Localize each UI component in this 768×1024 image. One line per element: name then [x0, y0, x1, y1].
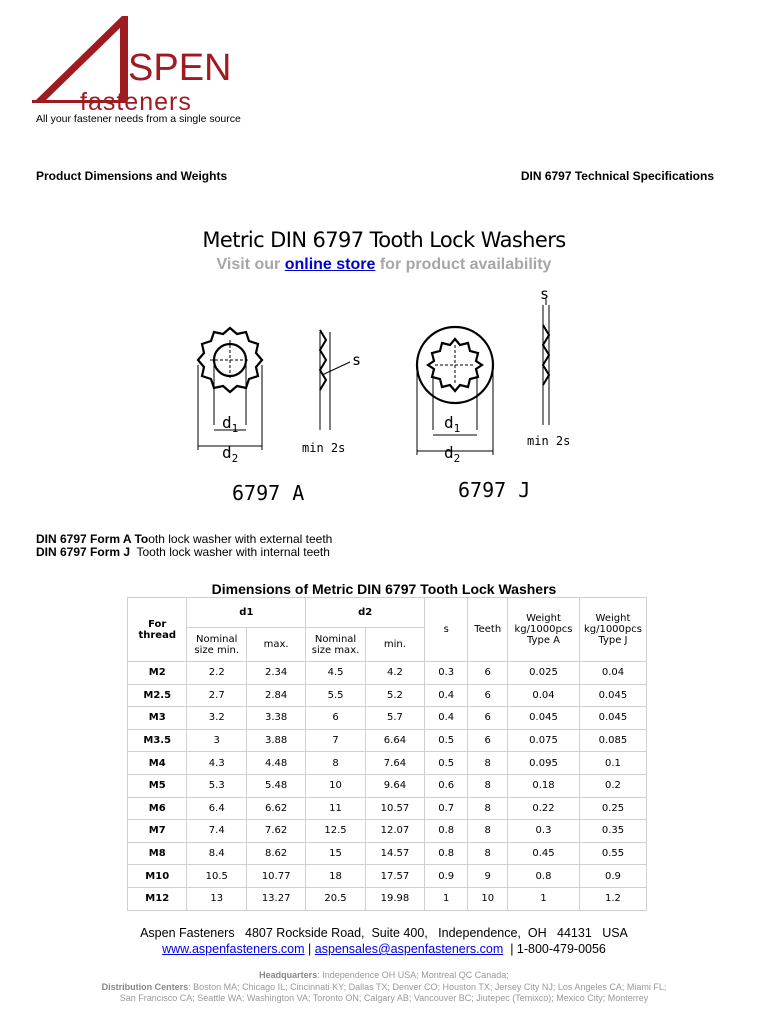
cell: 0.045 — [508, 707, 580, 730]
cell: 8 — [468, 842, 508, 865]
form-a-caption: 6797 A — [232, 481, 305, 505]
cell: M2.5 — [128, 684, 187, 707]
cell: 0.4 — [425, 707, 468, 730]
header-d1-max: max. — [247, 628, 306, 662]
dimensions-table — [127, 597, 647, 911]
header-d2-min: min. — [365, 628, 424, 662]
cell: 8 — [468, 797, 508, 820]
cell: 7 — [306, 729, 366, 752]
cell: 4.3 — [187, 752, 247, 775]
cell: 6 — [468, 662, 508, 685]
cell: M8 — [128, 842, 187, 865]
cell: 19.98 — [365, 887, 424, 910]
cell: 3.2 — [187, 707, 247, 730]
cell: 0.1 — [579, 752, 646, 775]
header-d1: d1 — [187, 598, 306, 628]
form-j-caption: 6797 J — [458, 478, 531, 502]
form-a-d2-label: $d_2$ — [222, 443, 239, 465]
cell: 0.3 — [508, 820, 580, 843]
table-row — [128, 797, 647, 820]
cell: 6.4 — [187, 797, 247, 820]
cell: 8.4 — [187, 842, 247, 865]
cell: 0.8 — [508, 865, 580, 888]
cell: 0.9 — [425, 865, 468, 888]
cell: 1 — [425, 887, 468, 910]
logo-fasteners-text: fasteners — [80, 88, 192, 116]
cell: 0.075 — [508, 729, 580, 752]
table-row — [128, 707, 647, 730]
table-row — [128, 774, 647, 797]
table-row — [128, 684, 647, 707]
header-d1-nominal-min: Nominal size min. — [187, 628, 247, 662]
cell: 0.045 — [579, 707, 646, 730]
cell: 1.2 — [579, 887, 646, 910]
cell: 18 — [306, 865, 366, 888]
cell: 0.045 — [579, 684, 646, 707]
table-body — [128, 662, 647, 911]
cell: 0.18 — [508, 774, 580, 797]
form-j-description — [36, 545, 330, 559]
cell: 5.48 — [247, 774, 306, 797]
cell: 11 — [306, 797, 366, 820]
cell: 0.25 — [579, 797, 646, 820]
table-row — [128, 842, 647, 865]
cell: 0.8 — [425, 842, 468, 865]
cell: M4 — [128, 752, 187, 775]
footer-separator: | — [304, 942, 315, 956]
page-title: Metric DIN 6797 Tooth Lock Washers — [202, 228, 566, 252]
cell: 6 — [306, 707, 366, 730]
cell: 0.8 — [425, 820, 468, 843]
footer-phone: | 1-800-479-0056 — [503, 942, 606, 956]
cell: 0.04 — [508, 684, 580, 707]
form-a-text: oth lock washer with external teeth — [148, 532, 333, 546]
table-row — [128, 662, 647, 685]
cell: M2 — [128, 662, 187, 685]
cell: 0.04 — [579, 662, 646, 685]
cell: 12.5 — [306, 820, 366, 843]
cell: 10 — [468, 887, 508, 910]
cell: 15 — [306, 842, 366, 865]
table-row — [128, 887, 647, 910]
form-a-s-label: s — [352, 351, 362, 369]
cell: 3.38 — [247, 707, 306, 730]
cell: 9 — [468, 865, 508, 888]
header-right: DIN 6797 Technical Specifications — [520, 169, 714, 183]
aspen-logo — [30, 14, 260, 116]
form-j-name: DIN 6797 Form J — [36, 545, 131, 559]
cell: 7.64 — [365, 752, 424, 775]
cell: 17.57 — [365, 865, 424, 888]
form-a-description — [36, 532, 332, 546]
cell: 9.64 — [365, 774, 424, 797]
form-a-min-label: min 2s — [302, 441, 346, 455]
cell: M10 — [128, 865, 187, 888]
cell: 0.3 — [425, 662, 468, 685]
form-j-d2-label: $d_2$ — [444, 443, 461, 465]
cell: 20.5 — [306, 887, 366, 910]
cell: 4.2 — [365, 662, 424, 685]
hq-text: : Independence OH USA; Montreal QC Canada; — [317, 970, 509, 980]
header-s: s — [425, 598, 468, 662]
header-weight-j: Weight kg/1000pcs Type J — [579, 598, 646, 662]
footer-contact — [0, 942, 768, 956]
table-row — [128, 729, 647, 752]
cell: 0.55 — [579, 842, 646, 865]
header-left: Product Dimensions and Weights — [36, 169, 228, 183]
cell: 10 — [306, 774, 366, 797]
visit-prefix: Visit our — [216, 256, 285, 273]
cell: 12.07 — [365, 820, 424, 843]
hq-label: Headquarters — [259, 970, 318, 980]
header-weight-a: Weight kg/1000pcs Type A — [508, 598, 580, 662]
tagline: All your fastener needs from a single source — [36, 113, 241, 125]
form-j-text: Tooth lock washer with internal teeth — [130, 545, 330, 559]
visit-line — [0, 256, 768, 274]
cell: 10.57 — [365, 797, 424, 820]
cell: 0.095 — [508, 752, 580, 775]
cell: 4.5 — [306, 662, 366, 685]
cell: 0.9 — [579, 865, 646, 888]
cell: 0.22 — [508, 797, 580, 820]
cell: 7.4 — [187, 820, 247, 843]
form-j-d1-label: $d_1$ — [444, 413, 461, 435]
website-link[interactable]: www.aspenfasteners.com — [162, 942, 305, 956]
online-store-link[interactable]: online store — [284, 256, 376, 273]
cell: 0.45 — [508, 842, 580, 865]
cell: 10.77 — [247, 865, 306, 888]
cell: 4.48 — [247, 752, 306, 775]
email-link[interactable]: aspensales@aspenfasteners.com — [314, 942, 504, 956]
table-row — [128, 820, 647, 843]
logo-spen-text: SPEN — [128, 47, 232, 89]
cell: M5 — [128, 774, 187, 797]
cell: 1 — [508, 887, 580, 910]
distribution-line — [0, 982, 768, 992]
cell: 0.5 — [425, 752, 468, 775]
cell: M3.5 — [128, 729, 187, 752]
form-j-min-label: min 2s — [527, 434, 571, 448]
cell: 5.3 — [187, 774, 247, 797]
cell: 8 — [468, 774, 508, 797]
form-j-s-label: s — [540, 285, 550, 303]
cell: 13.27 — [247, 887, 306, 910]
cell: 6 — [468, 684, 508, 707]
distribution-line-2: San Francisco CA; Seattle WA; Washington VA; Toronto ON; Calgary AB; Vancouver BC; Jiutepec (Temixco); Mexico City; Monterrey — [119, 993, 649, 1003]
cell: 7.62 — [247, 820, 306, 843]
cell: M3 — [128, 707, 187, 730]
cell: 8 — [306, 752, 366, 775]
cell: 0.085 — [579, 729, 646, 752]
cell: 0.6 — [425, 774, 468, 797]
cell: 6 — [468, 729, 508, 752]
cell: 3 — [187, 729, 247, 752]
dc-text: : Boston MA; Chicago IL; Cincinnati KY; Dallas TX; Denver CO; Houston TX; Jersey City NJ; Los Angeles CA; Miami FL; — [188, 982, 667, 992]
cell: 14.57 — [365, 842, 424, 865]
cell: 3.88 — [247, 729, 306, 752]
cell: M6 — [128, 797, 187, 820]
table-row — [128, 752, 647, 775]
cell: 0.2 — [579, 774, 646, 797]
cell: M12 — [128, 887, 187, 910]
dc-label: Distribution Centers — [101, 982, 189, 992]
cell: 6 — [468, 707, 508, 730]
cell: 2.34 — [247, 662, 306, 685]
cell: 0.35 — [579, 820, 646, 843]
header-d2-nominal-max: Nominal size max. — [306, 628, 366, 662]
headquarters-line — [0, 970, 768, 980]
header-for-thread: For thread — [128, 598, 187, 662]
cell: 6.62 — [247, 797, 306, 820]
cell: 0.025 — [508, 662, 580, 685]
visit-suffix: for product availability — [375, 256, 552, 273]
diagram-form-a — [180, 320, 380, 510]
table-row — [128, 865, 647, 888]
diagram-form-j — [400, 285, 600, 505]
table-title: Dimensions of Metric DIN 6797 Tooth Lock Washers — [211, 581, 557, 597]
cell: 0.4 — [425, 684, 468, 707]
header-d2: d2 — [306, 598, 425, 628]
cell: 0.7 — [425, 797, 468, 820]
cell: M7 — [128, 820, 187, 843]
cell: 5.5 — [306, 684, 366, 707]
cell: 6.64 — [365, 729, 424, 752]
cell: 5.7 — [365, 707, 424, 730]
cell: 2.84 — [247, 684, 306, 707]
header-teeth: Teeth — [468, 598, 508, 662]
cell: 2.7 — [187, 684, 247, 707]
footer-address: Aspen Fasteners 4807 Rockside Road, Suite 400, Independence, OH 44131 USA — [140, 926, 628, 940]
cell: 8 — [468, 820, 508, 843]
cell: 0.5 — [425, 729, 468, 752]
cell: 8 — [468, 752, 508, 775]
cell: 13 — [187, 887, 247, 910]
form-a-name: DIN 6797 Form A To — [36, 532, 149, 546]
form-a-d1-label: $d_1$ — [222, 413, 239, 435]
cell: 2.2 — [187, 662, 247, 685]
cell: 8.62 — [247, 842, 306, 865]
cell: 5.2 — [365, 684, 424, 707]
cell: 10.5 — [187, 865, 247, 888]
